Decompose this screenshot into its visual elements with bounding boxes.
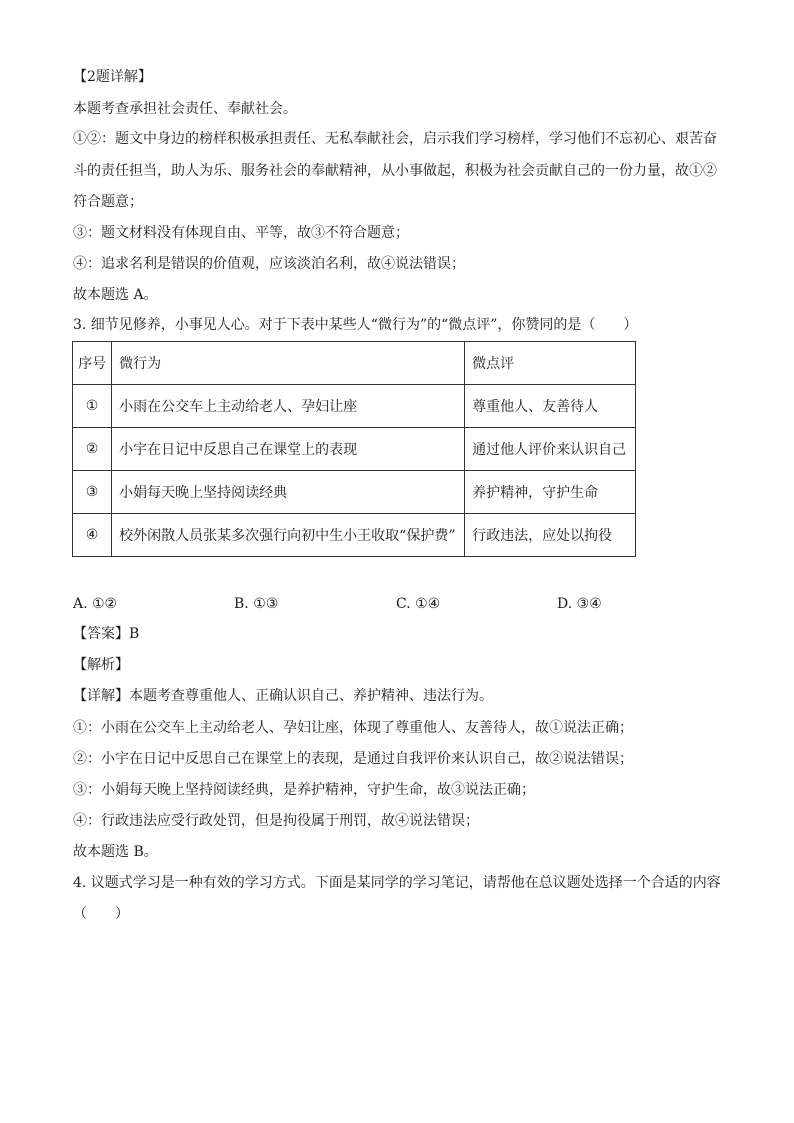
q3-detail-text: ②：小宇在日记中反思自己在课堂上的表现，是通过自我评价来认识自己，故②说法错误； xyxy=(73,751,633,767)
table-cell: 通过他人评价来认识自己 xyxy=(465,428,636,471)
q3-detail-text: ④：行政违法应受行政处罚，但是拘役属于刑罚，故④说法错误； xyxy=(73,813,479,829)
q2-detail-text: 本题考查承担社会责任、奉献社会。 xyxy=(73,101,297,117)
table-header-cell: 序号 xyxy=(73,342,112,385)
table-header-cell: 微点评 xyxy=(465,342,636,385)
option-c[interactable]: C. ①④ xyxy=(396,596,441,612)
q3-detail-text: ③：小娟每天晚上坚持阅读经典，是养护精神，守护生命，故③说法正确； xyxy=(73,782,535,798)
q2-detail-text: 符合题意； xyxy=(73,194,143,210)
table-cell: 尊重他人、友善待人 xyxy=(465,385,636,428)
q2-detail-text: 斗的责任担当，助人为乐、服务社会的奉献精神，从小事做起，积极为社会贡献自己的一份力量，故①② xyxy=(73,163,717,179)
table-cell: ④ xyxy=(73,514,112,557)
table-cell: ② xyxy=(73,428,112,471)
option-a[interactable]: A. ①② xyxy=(73,596,118,612)
q3-answer: 【答案】B xyxy=(73,626,140,642)
table-cell: 校外闲散人员张某多次强行向初中生小王收取“保护费” xyxy=(112,514,465,557)
table-row xyxy=(73,471,636,514)
q3-analysis-heading: 【解析】 xyxy=(73,657,129,673)
table-row xyxy=(73,428,636,471)
q3-detail-text: ①：小雨在公交车上主动给老人、孕妇让座，体现了尊重他人、友善待人，故①说法正确； xyxy=(73,720,633,736)
table-row xyxy=(73,385,636,428)
q4-blank: （ ） xyxy=(73,906,129,922)
table-row xyxy=(73,514,636,557)
table-cell: 小宇在日记中反思自己在课堂上的表现 xyxy=(112,428,465,471)
table-cell: 小娟每天晚上坚持阅读经典 xyxy=(112,471,465,514)
option-d[interactable]: D. ③④ xyxy=(557,596,602,612)
q2-detail-heading: 【2题详解】 xyxy=(73,69,152,85)
table-cell: 小雨在公交车上主动给老人、孕妇让座 xyxy=(112,385,465,428)
q2-conclusion: 故本题选 A。 xyxy=(73,287,158,303)
table-cell: 养护精神，守护生命 xyxy=(465,471,636,514)
q4-stem: 4. 议题式学习是一种有效的学习方式。下面是某同学的学习笔记，请帮他在总议题处选择一个合适的内容 xyxy=(73,875,721,891)
table-cell: 行政违法，应处以拘役 xyxy=(465,514,636,557)
option-b[interactable]: B. ①③ xyxy=(234,596,279,612)
micro-behavior-table xyxy=(72,341,636,557)
q3-conclusion: 故本题选 B。 xyxy=(73,844,158,860)
q2-detail-text: ④：追求名利是错误的价值观，应该淡泊名利，故④说法错误； xyxy=(73,256,465,272)
q3-detail-text: 【详解】本题考查尊重他人、正确认识自己、养护精神、违法行为。 xyxy=(73,688,493,704)
q2-detail-text: ①②：题文中身边的榜样积极承担责任、无私奉献社会，启示我们学习榜样，学习他们不忘初心、艰苦奋 xyxy=(73,131,717,147)
q2-detail-text: ③：题文材料没有体现自由、平等，故③不符合题意； xyxy=(73,225,409,241)
table-header-row xyxy=(73,342,636,385)
table-header-cell: 微行为 xyxy=(112,342,465,385)
table-cell: ① xyxy=(73,385,112,428)
q3-stem: 3. 细节见修养，小事见人心。对于下表中某些人“微行为”的“微点评”，你赞同的是（ ） xyxy=(73,317,638,333)
table-cell: ③ xyxy=(73,471,112,514)
